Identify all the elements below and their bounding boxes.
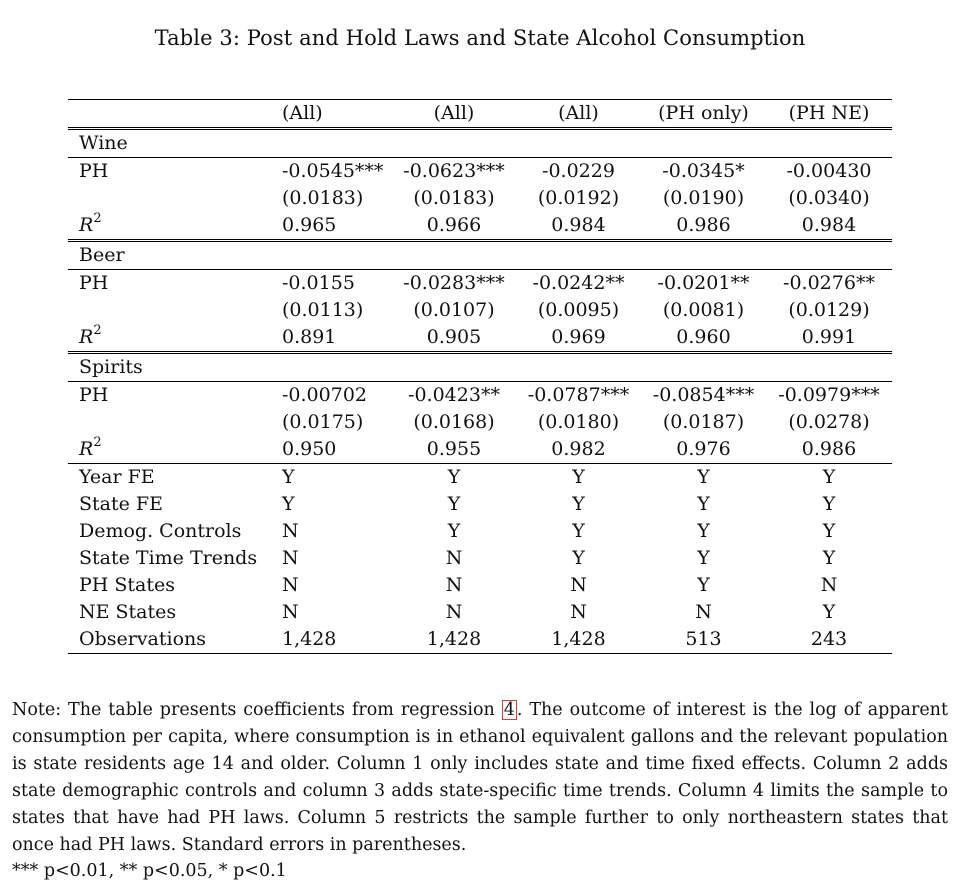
control-cell: Y [447, 520, 461, 542]
r2-row-wine [68, 212, 892, 241]
coef-cell: -0.00430 [766, 158, 892, 186]
row-label: PH [68, 158, 274, 186]
header-blank [68, 100, 274, 129]
r2-cell: 0.966 [426, 214, 482, 236]
coef-cell: -0.0787*** [516, 382, 641, 410]
column-header: (PH NE) [766, 100, 892, 129]
control-row [68, 491, 892, 518]
r2-label: $R^2$ [79, 434, 102, 460]
se-cell: (0.0113) [282, 299, 364, 321]
r2-row-spirits [68, 436, 892, 464]
notes-text-rest: . The outcome of interest is the log of apparent consumption per capita, where consumption is in ethanol equivalent gallons and the relevant population is state residents age 14 and older. Column 1 only includes state and time fixed effects. Column 2 adds state demographic controls and column 3 adds state-specific time trends. Column 4 limits the sample to states that have had PH laws. Column 5 restricts the sample further to only northeastern states that once had PH laws. Standard errors in parentheses. [12, 700, 948, 855]
control-cell: Y [697, 520, 710, 542]
observations-cell: 243 [766, 626, 892, 654]
control-cell: Y [822, 601, 836, 623]
control-label: PH States [79, 574, 176, 596]
notes-text-start: Note: The table presents coefficients from regression [12, 700, 502, 720]
r2-cell: 0.955 [426, 438, 482, 460]
observations-cell: 1,428 [392, 626, 516, 654]
control-row [68, 518, 892, 545]
r2-cell: 0.905 [426, 326, 482, 348]
equation-reference-link[interactable]: 4 [503, 700, 515, 720]
r2-cell: 0.984 [801, 214, 857, 236]
panel-title-wine: Wine [68, 129, 274, 158]
coef-cell: -0.0623*** [392, 158, 516, 186]
panel-title-row [68, 241, 892, 270]
coef-row-wine [68, 158, 892, 186]
se-cell: (0.0190) [662, 187, 745, 209]
r2-cell: 0.969 [551, 326, 606, 348]
se-cell: (0.0180) [537, 411, 620, 433]
r2-label: $R^2$ [79, 322, 102, 348]
control-cell: N [282, 601, 299, 623]
se-cell: (0.0081) [662, 299, 745, 321]
control-cell: Y [274, 464, 392, 492]
control-label: Year FE [68, 464, 274, 492]
coef-cell: -0.0155 [274, 270, 392, 298]
control-label: NE States [79, 601, 177, 623]
row-label: PH [68, 270, 274, 298]
coef-cell: -0.0854*** [641, 382, 766, 410]
se-row-spirits [68, 409, 892, 436]
regression-table [68, 99, 892, 654]
column-header: (All) [274, 100, 392, 129]
se-row-beer [68, 297, 892, 324]
se-cell: (0.0129) [788, 299, 870, 321]
panel-title-beer: Beer [68, 241, 274, 270]
column-header-row [68, 100, 892, 129]
r2-label: $R^2$ [79, 210, 102, 236]
control-cell: Y [641, 464, 766, 492]
observations-cell: 1,428 [516, 626, 641, 654]
control-cell: N [695, 601, 712, 623]
panel-title-row [68, 353, 892, 382]
control-row [68, 545, 892, 572]
column-header: (All) [392, 100, 516, 129]
control-row [68, 572, 892, 599]
se-row-wine [68, 185, 892, 212]
r2-cell: 0.976 [676, 438, 731, 460]
r2-cell: 0.891 [282, 326, 337, 348]
control-cell: N [570, 601, 587, 623]
r2-cell: 0.982 [551, 438, 606, 460]
control-cell: Y [697, 547, 710, 569]
r2-cell: 0.960 [676, 326, 731, 348]
table-notes [12, 697, 948, 859]
se-cell: (0.0107) [413, 299, 495, 321]
control-cell: N [445, 574, 463, 596]
control-row [68, 599, 892, 626]
panel-title-row [68, 129, 892, 158]
control-cell: Y [572, 547, 585, 569]
observations-cell: 513 [641, 626, 766, 654]
control-cell: Y [822, 520, 836, 542]
control-cell: N [445, 601, 463, 623]
coef-cell: -0.0345* [641, 158, 766, 186]
coef-cell: -0.0242** [516, 270, 641, 298]
coef-cell: -0.0283*** [392, 270, 516, 298]
control-cell: Y [822, 493, 836, 515]
control-cell: N [445, 547, 463, 569]
r2-row-beer [68, 324, 892, 353]
r2-cell: 0.986 [676, 214, 731, 236]
coef-cell: -0.0423** [392, 382, 516, 410]
coef-cell: -0.0276** [766, 270, 892, 298]
control-label: Observations [68, 626, 274, 654]
control-cell: N [282, 574, 299, 596]
coef-cell: -0.0979*** [766, 382, 892, 410]
se-cell: (0.0183) [282, 187, 364, 209]
se-cell: (0.0192) [537, 187, 620, 209]
control-cell: Y [572, 493, 585, 515]
control-cell: Y [766, 464, 892, 492]
control-cell: Y [697, 574, 710, 596]
control-cell: Y [572, 520, 585, 542]
control-row [68, 464, 892, 492]
se-cell: (0.0183) [413, 187, 495, 209]
control-cell: Y [822, 547, 836, 569]
se-cell: (0.0095) [537, 299, 620, 321]
r2-cell: 0.984 [551, 214, 606, 236]
control-label: Demog. Controls [79, 520, 242, 542]
control-cell: Y [392, 464, 516, 492]
coef-cell: -0.00702 [274, 382, 392, 410]
r2-cell: 0.950 [282, 438, 337, 460]
r2-cell: 0.965 [282, 214, 337, 236]
control-cell: Y [516, 464, 641, 492]
r2-cell: 0.986 [801, 438, 857, 460]
control-cell: Y [697, 493, 710, 515]
coef-row-spirits [68, 382, 892, 410]
control-cell: Y [282, 493, 295, 515]
observations-cell: 1,428 [274, 626, 392, 654]
row-label: PH [68, 382, 274, 410]
table-caption: Table 3: Post and Hold Laws and State Alcohol Consumption [154, 26, 806, 50]
se-cell: (0.0175) [282, 411, 364, 433]
panel-title-spirits: Spirits [68, 353, 274, 382]
observations-row [68, 626, 892, 654]
control-cell: N [820, 574, 838, 596]
column-header: (PH only) [641, 100, 766, 129]
significance-legend: *** p<0.01, ** p<0.05, * p<0.1 [12, 861, 287, 881]
coef-row-beer [68, 270, 892, 298]
se-cell: (0.0340) [788, 187, 870, 209]
control-cell: N [282, 520, 299, 542]
r2-cell: 0.991 [801, 326, 857, 348]
coef-cell: -0.0545*** [274, 158, 392, 186]
control-cell: N [570, 574, 587, 596]
column-header: (All) [516, 100, 641, 129]
control-label: State Time Trends [79, 547, 258, 569]
coef-cell: -0.0201** [641, 270, 766, 298]
se-cell: (0.0168) [413, 411, 495, 433]
se-cell: (0.0187) [662, 411, 745, 433]
control-cell: N [282, 547, 299, 569]
se-cell: (0.0278) [788, 411, 870, 433]
coef-cell: -0.0229 [516, 158, 641, 186]
control-cell: Y [447, 493, 461, 515]
control-label: State FE [79, 493, 163, 515]
